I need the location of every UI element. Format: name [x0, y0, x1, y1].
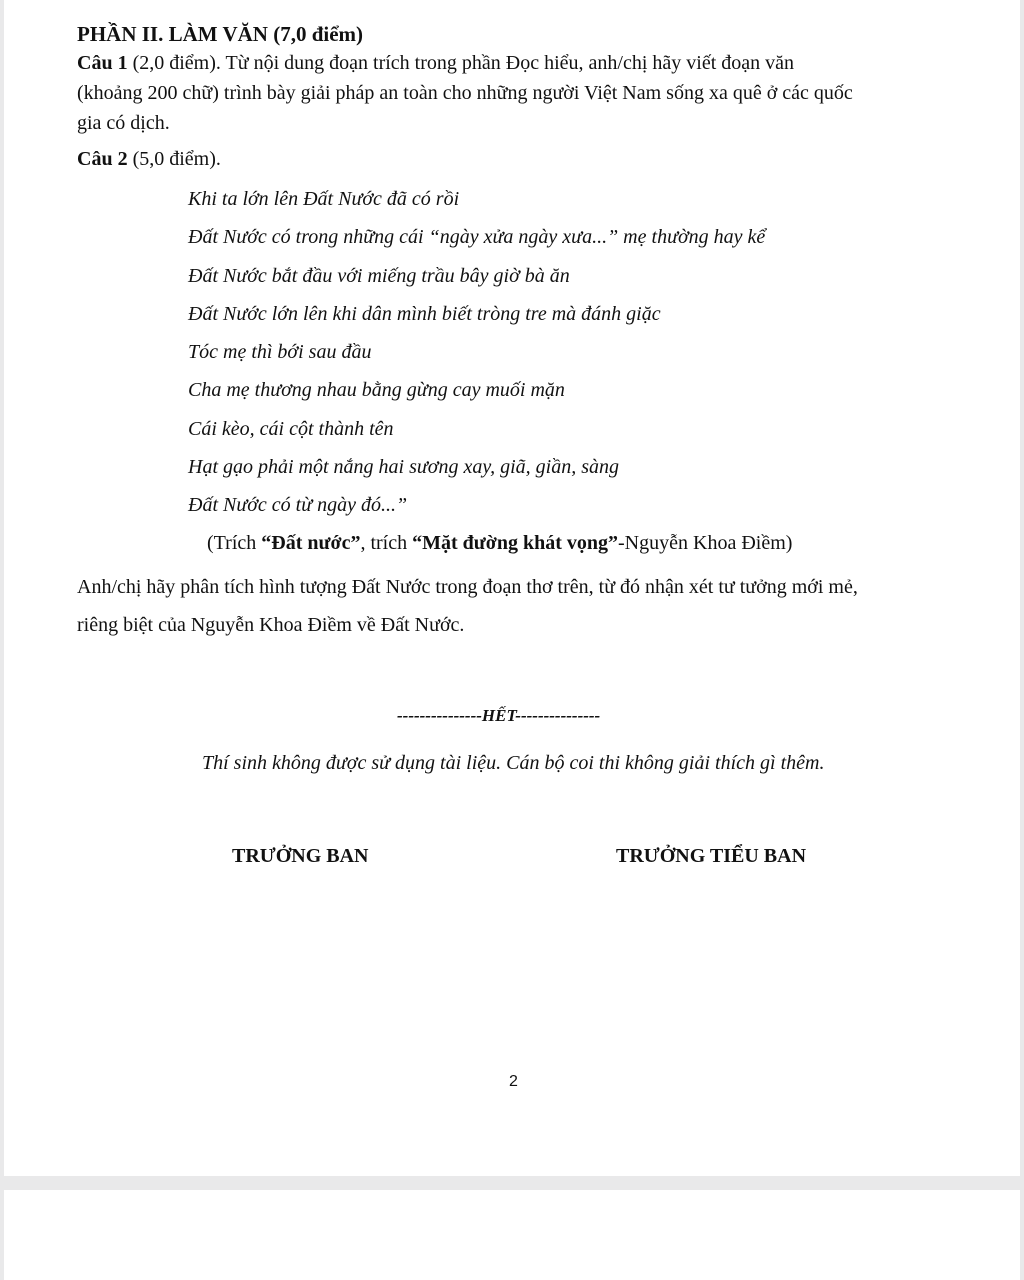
section-title: PHẦN II. LÀM VĂN (7,0 điểm)	[77, 22, 364, 46]
citation-source: “Mặt đường khát vọng”	[412, 532, 619, 554]
task-line: Anh/chị hãy phân tích hình tượng Đất Nước trong đoạn thơ trên, từ đó nhận xét tư tưởng mới mẻ,	[77, 576, 858, 598]
poem-citation	[207, 532, 792, 555]
next-page	[4, 1190, 1020, 1280]
question-1-label: Câu 1	[77, 52, 128, 74]
exam-note: Thí sinh không được sử dụng tài liệu. Cán bộ coi thi không giải thích gì thêm.	[202, 752, 825, 774]
question-2-label: Câu 2	[77, 148, 128, 170]
citation-work: “Đất nước”	[261, 532, 361, 554]
question-1	[77, 48, 957, 138]
poem-line: Cái kèo, cái cột thành tên	[188, 417, 394, 440]
document-page	[4, 0, 1020, 1176]
question-1-line	[77, 48, 957, 78]
poem-line: Tóc mẹ thì bới sau đầu	[188, 341, 372, 364]
poem-line: Đất Nước có từ ngày đó...”	[188, 494, 408, 517]
poem-line: Đất Nước bắt đầu với miếng trầu bây giờ bà ăn	[188, 264, 570, 287]
poem-line: Đất Nước có trong những cái “ngày xửa ngày xưa...” mẹ thường hay kể	[188, 226, 766, 249]
signature-sub-board: TRƯỞNG TIỂU BAN	[616, 845, 807, 867]
question-2-task	[77, 568, 957, 644]
question-1-line: gia có dịch.	[77, 112, 170, 134]
citation-prefix: (Trích	[207, 532, 262, 554]
citation-middle: , trích	[360, 532, 413, 554]
citation-author: -Nguyễn Khoa Điềm)	[618, 532, 793, 554]
poem-line: Khi ta lớn lên Đất Nước đã có rồi	[188, 188, 460, 210]
poem-line: Cha mẹ thương nhau bằng gừng cay muối mặn	[188, 379, 565, 402]
question-1-line: (khoảng 200 chữ) trình bày giải pháp an toàn cho những người Việt Nam sống xa quê ở các quốc	[77, 82, 853, 104]
question-2-heading	[77, 148, 221, 171]
poem-excerpt	[188, 186, 765, 531]
poem-line: Hạt gạo phải một nắng hai sương xay, giã, giần, sàng	[188, 456, 620, 479]
question-1-text: (2,0 điểm). Từ nội dung đoạn trích trong phần Đọc hiểu, anh/chị hãy viết đoạn văn	[127, 52, 795, 74]
task-line: riêng biệt của Nguyễn Khoa Điềm về Đất Nước.	[77, 614, 465, 636]
poem-line: Đất Nước lớn lên khi dân mình biết tròng tre mà đánh giặc	[188, 302, 661, 325]
signature-head-board: TRƯỞNG BAN	[232, 845, 369, 867]
page-number: 2	[509, 1073, 518, 1090]
end-marker: ---------------HẾT---------------	[397, 706, 601, 725]
question-2-points: (5,0 điểm).	[127, 148, 221, 170]
